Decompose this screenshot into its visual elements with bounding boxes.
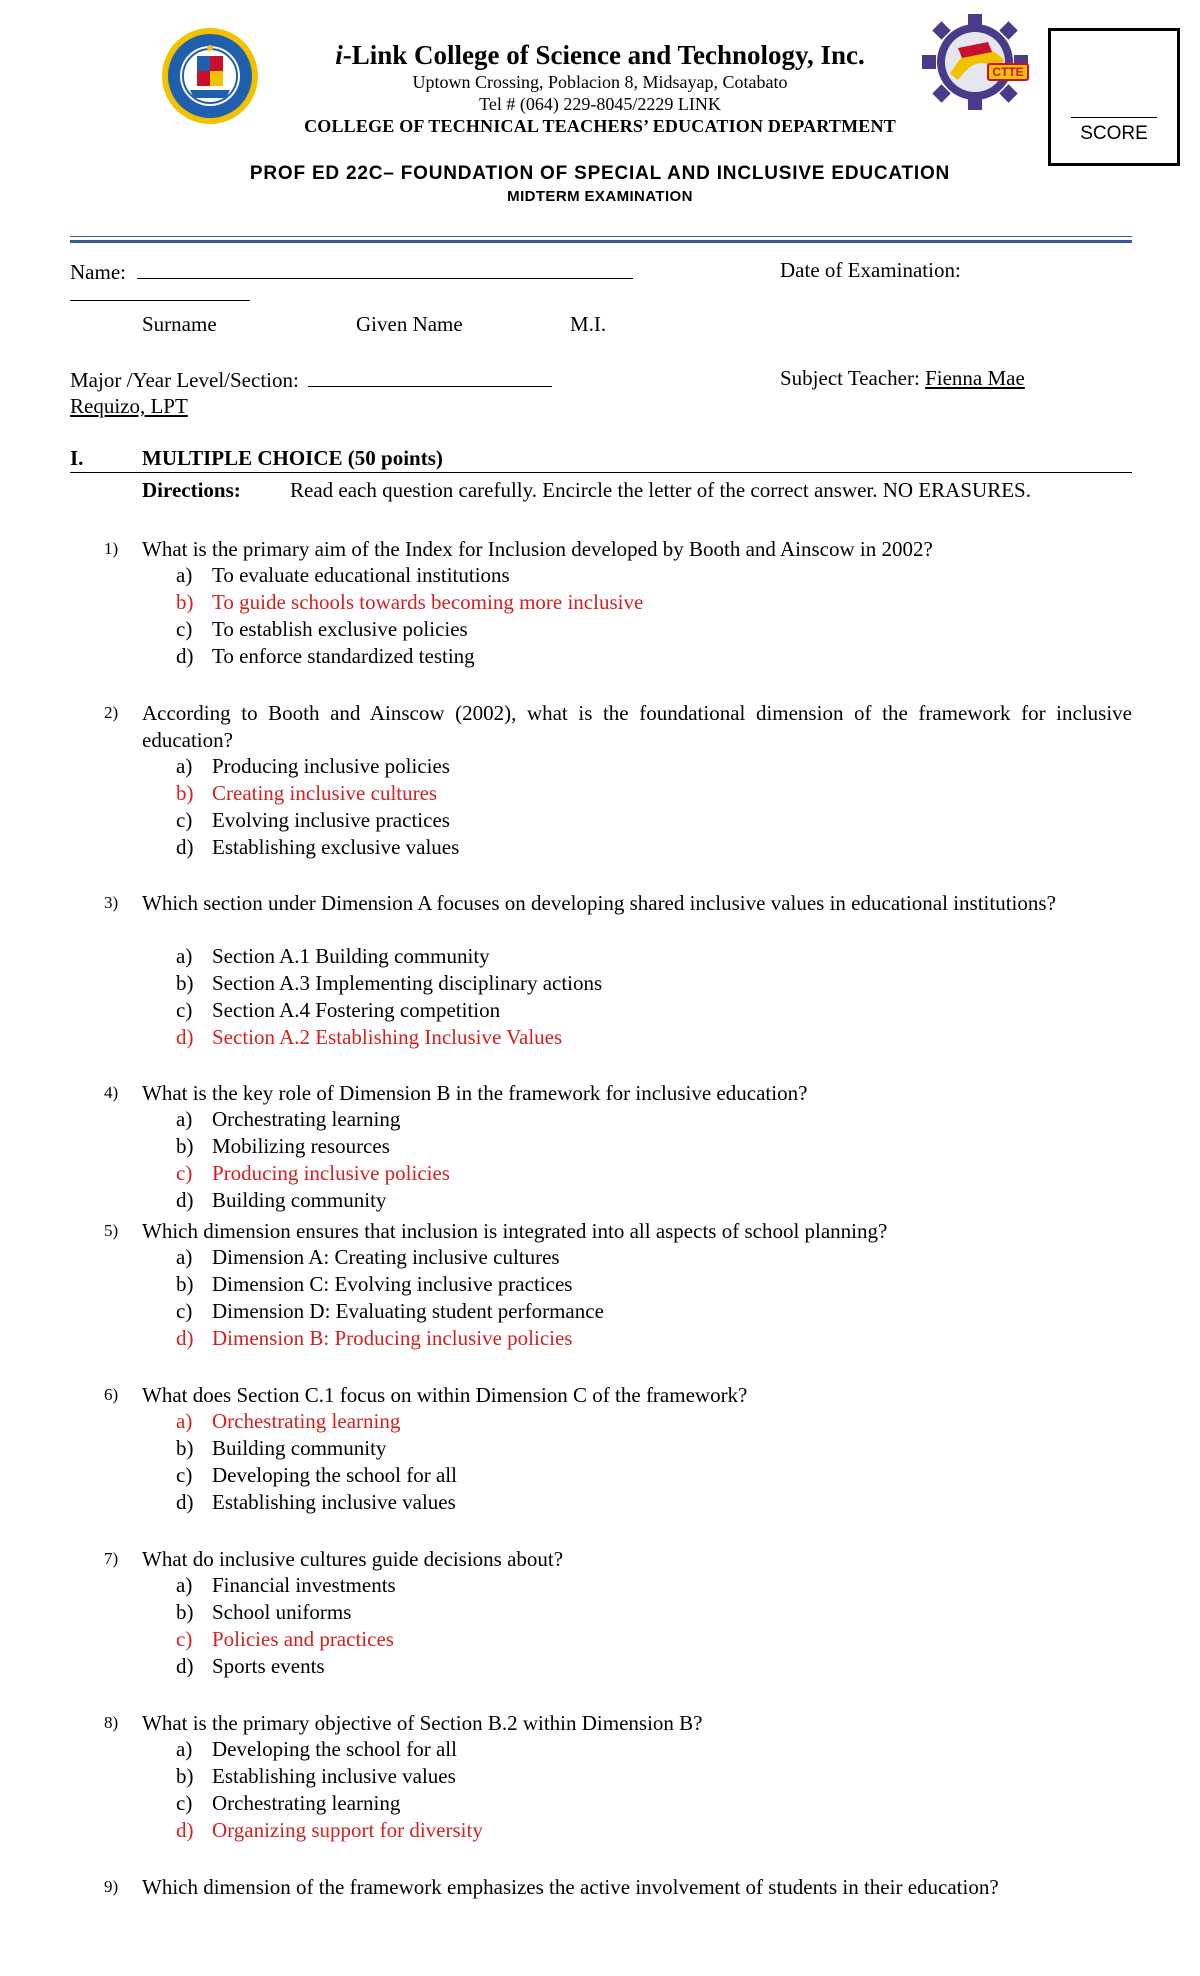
- answer-option[interactable]: [0, 808, 1200, 835]
- answer-option-correct[interactable]: [0, 1161, 1200, 1188]
- surname-caption: Surname: [142, 312, 217, 336]
- middle-initial-caption: M.I.: [570, 312, 607, 336]
- answer-option-correct[interactable]: [0, 1818, 1200, 1845]
- answer-option-correct[interactable]: [0, 590, 1200, 617]
- major-field[interactable]: [70, 366, 552, 393]
- school-name-prefix: i: [335, 40, 343, 70]
- option-letter[interactable]: b): [176, 590, 194, 614]
- option-text: Sports events: [212, 1654, 325, 1678]
- option-text: Establishing inclusive values: [212, 1764, 456, 1788]
- major-label: Major /Year Level/Section:: [70, 368, 299, 392]
- option-letter[interactable]: b): [176, 1134, 194, 1158]
- option-letter[interactable]: b): [176, 1600, 194, 1624]
- question-number: 3): [104, 893, 119, 912]
- option-text: Developing the school for all: [212, 1737, 457, 1761]
- answer-option[interactable]: [0, 1791, 1200, 1818]
- answer-option[interactable]: [0, 1764, 1200, 1791]
- teacher-name-last: Requizo, LPT: [70, 394, 188, 418]
- option-letter[interactable]: d): [176, 644, 194, 668]
- option-letter[interactable]: c): [176, 1627, 193, 1651]
- score-label: SCORE: [1080, 123, 1148, 144]
- option-letter[interactable]: a): [176, 754, 193, 778]
- directions-text: Read each question carefully. Encircle the letter of the correct answer. NO ERASURES.: [290, 478, 1031, 502]
- option-text: Evolving inclusive practices: [212, 808, 450, 832]
- option-letter[interactable]: c): [176, 1791, 193, 1815]
- question-text: What is the primary aim of the Index for Inclusion developed by Booth and Ainscow in 2002?: [142, 537, 933, 561]
- option-letter[interactable]: a): [176, 1245, 193, 1269]
- header-divider-thick: [70, 240, 1132, 243]
- option-letter[interactable]: c): [176, 1463, 193, 1487]
- answer-option[interactable]: [0, 998, 1200, 1025]
- answer-option[interactable]: [0, 1436, 1200, 1463]
- option-text: Dimension B: Producing inclusive policies: [212, 1326, 573, 1350]
- answer-option[interactable]: [0, 1490, 1200, 1517]
- option-letter[interactable]: c): [176, 617, 193, 641]
- option-letter[interactable]: d): [176, 835, 194, 859]
- directions-label: Directions:: [142, 478, 241, 502]
- option-letter[interactable]: d): [176, 1490, 194, 1514]
- option-letter[interactable]: c): [176, 1161, 193, 1185]
- date-blank[interactable]: [70, 280, 250, 301]
- option-text: Producing inclusive policies: [212, 1161, 450, 1185]
- question-number: 7): [104, 1549, 119, 1568]
- option-letter[interactable]: a): [176, 563, 193, 587]
- option-text: Producing inclusive policies: [212, 754, 450, 778]
- answer-option[interactable]: [0, 1107, 1200, 1134]
- option-text: Establishing inclusive values: [212, 1490, 456, 1514]
- answer-option[interactable]: [0, 835, 1200, 862]
- answer-option[interactable]: [0, 644, 1200, 671]
- question-text: Which section under Dimension A focuses on developing shared inclusive values in educational institutions?: [142, 891, 1056, 915]
- option-text: Section A.3 Implementing disciplinary actions: [212, 971, 603, 995]
- name-label: Name:: [70, 260, 126, 284]
- option-text: Orchestrating learning: [212, 1107, 401, 1131]
- option-letter[interactable]: b): [176, 1436, 194, 1460]
- question-text: Which dimension ensures that inclusion is integrated into all aspects of school planning?: [142, 1219, 888, 1243]
- option-letter[interactable]: a): [176, 944, 193, 968]
- answer-option[interactable]: [0, 1134, 1200, 1161]
- option-text: Building community: [212, 1188, 387, 1212]
- answer-option[interactable]: [0, 1573, 1200, 1600]
- answer-option-correct[interactable]: [0, 1326, 1200, 1353]
- question-text: What does Section C.1 focus on within Dimension C of the framework?: [142, 1383, 748, 1407]
- option-text: Dimension C: Evolving inclusive practices: [212, 1272, 573, 1296]
- option-text: Building community: [212, 1436, 387, 1460]
- section-title: MULTIPLE CHOICE (50 points): [142, 446, 443, 470]
- date-label: Date of Examination:: [780, 258, 961, 282]
- question-number: 2): [104, 703, 119, 722]
- given-name-caption: Given Name: [356, 312, 463, 336]
- answer-option[interactable]: [0, 1737, 1200, 1764]
- option-letter[interactable]: d): [176, 1188, 194, 1212]
- option-text: Section A.1 Building community: [212, 944, 490, 968]
- option-text: School uniforms: [212, 1600, 352, 1624]
- section-number: I.: [70, 446, 84, 470]
- option-letter[interactable]: a): [176, 1409, 193, 1433]
- option-text: Orchestrating learning: [212, 1791, 401, 1815]
- option-text: Dimension A: Creating inclusive cultures: [212, 1245, 560, 1269]
- school-name-rest: -Link College of Science and Technology, Inc.: [342, 40, 865, 70]
- name-blank[interactable]: [137, 258, 633, 279]
- answer-option[interactable]: [0, 563, 1200, 590]
- option-text: Orchestrating learning: [212, 1409, 401, 1433]
- question-number: 4): [104, 1083, 119, 1102]
- option-letter[interactable]: a): [176, 1737, 193, 1761]
- school-name: [180, 40, 1020, 71]
- question-number: 5): [104, 1221, 119, 1240]
- option-text: Section A.2 Establishing Inclusive Values: [212, 1025, 563, 1049]
- question-text: What is the key role of Dimension B in the framework for inclusive education?: [142, 1081, 808, 1105]
- answer-option[interactable]: [0, 617, 1200, 644]
- option-text: Mobilizing resources: [212, 1134, 390, 1158]
- question-text: Which dimension of the framework emphasizes the active involvement of students in their education?: [142, 1875, 999, 1899]
- answer-option[interactable]: [0, 944, 1200, 971]
- score-box[interactable]: [1048, 28, 1180, 166]
- question-text: What do inclusive cultures guide decisions about?: [142, 1547, 564, 1571]
- option-text: Section A.4 Fostering competition: [212, 998, 501, 1022]
- answer-option[interactable]: [0, 1245, 1200, 1272]
- option-letter[interactable]: d): [176, 1654, 194, 1678]
- date-field[interactable]: [780, 258, 961, 283]
- option-text: Establishing exclusive values: [212, 835, 460, 859]
- teacher-label: Subject Teacher:: [780, 366, 920, 390]
- option-letter[interactable]: b): [176, 1764, 194, 1788]
- option-text: To establish exclusive policies: [212, 617, 468, 641]
- option-letter[interactable]: a): [176, 1107, 193, 1131]
- answer-option[interactable]: [0, 1272, 1200, 1299]
- question-number: 9): [104, 1877, 119, 1896]
- teacher-field: [780, 366, 1025, 391]
- ctte-logo-text: CTTE: [992, 65, 1024, 79]
- option-text: To guide schools towards becoming more inclusive: [212, 590, 644, 614]
- header-divider-thin: [70, 236, 1132, 237]
- option-letter[interactable]: d): [176, 1326, 194, 1350]
- department-name: COLLEGE OF TECHNICAL TEACHERS’ EDUCATION DEPARTMENT: [304, 116, 896, 136]
- question-number: 8): [104, 1713, 119, 1732]
- exam-type: MIDTERM EXAMINATION: [507, 188, 693, 205]
- question-number: 1): [104, 539, 119, 558]
- school-telephone: Tel # (064) 229-8045/2229 LINK: [479, 94, 721, 114]
- answer-option[interactable]: [0, 971, 1200, 998]
- answer-option[interactable]: [0, 754, 1200, 781]
- teacher-name-first: Fienna Mae: [925, 366, 1025, 390]
- question-number: 6): [104, 1385, 119, 1404]
- option-text: To enforce standardized testing: [212, 644, 475, 668]
- option-text: Dimension D: Evaluating student performance: [212, 1299, 604, 1323]
- option-text: Organizing support for diversity: [212, 1818, 483, 1842]
- option-letter[interactable]: b): [176, 971, 194, 995]
- school-address: Uptown Crossing, Poblacion 8, Midsayap, Cotabato: [412, 72, 788, 92]
- major-blank[interactable]: [308, 366, 552, 387]
- score-blank-line: [1071, 117, 1157, 118]
- answer-option[interactable]: [0, 1463, 1200, 1490]
- answer-option-correct[interactable]: [0, 1409, 1200, 1436]
- option-letter[interactable]: b): [176, 781, 194, 805]
- course-title: PROF ED 22C– FOUNDATION OF SPECIAL AND INCLUSIVE EDUCATION: [249, 163, 951, 184]
- option-text: Creating inclusive cultures: [212, 781, 438, 805]
- answer-option[interactable]: [0, 1600, 1200, 1627]
- option-letter[interactable]: b): [176, 1272, 194, 1296]
- date-blank-row: [70, 280, 250, 307]
- answer-option-correct[interactable]: [0, 781, 1200, 808]
- option-text: Developing the school for all: [212, 1463, 457, 1487]
- answer-option[interactable]: [0, 1299, 1200, 1326]
- option-letter[interactable]: c): [176, 998, 193, 1022]
- option-letter[interactable]: a): [176, 1573, 193, 1597]
- option-letter[interactable]: d): [176, 1025, 194, 1049]
- answer-option-correct[interactable]: [0, 1025, 1200, 1052]
- option-letter[interactable]: c): [176, 1299, 193, 1323]
- option-letter[interactable]: c): [176, 808, 193, 832]
- question-text: What is the primary objective of Section B.2 within Dimension B?: [142, 1711, 703, 1735]
- answer-option[interactable]: [0, 1188, 1200, 1215]
- question-text: According to Booth and Ainscow (2002), what is the foundational dimension of the framework for inclusive education?: [142, 701, 1132, 752]
- section-rule: [70, 472, 1132, 473]
- answer-option[interactable]: [0, 1654, 1200, 1681]
- option-text: Policies and practices: [212, 1627, 394, 1651]
- answer-option-correct[interactable]: [0, 1627, 1200, 1654]
- option-text: To evaluate educational institutions: [212, 563, 510, 587]
- option-letter[interactable]: d): [176, 1818, 194, 1842]
- option-text: Financial investments: [212, 1573, 396, 1597]
